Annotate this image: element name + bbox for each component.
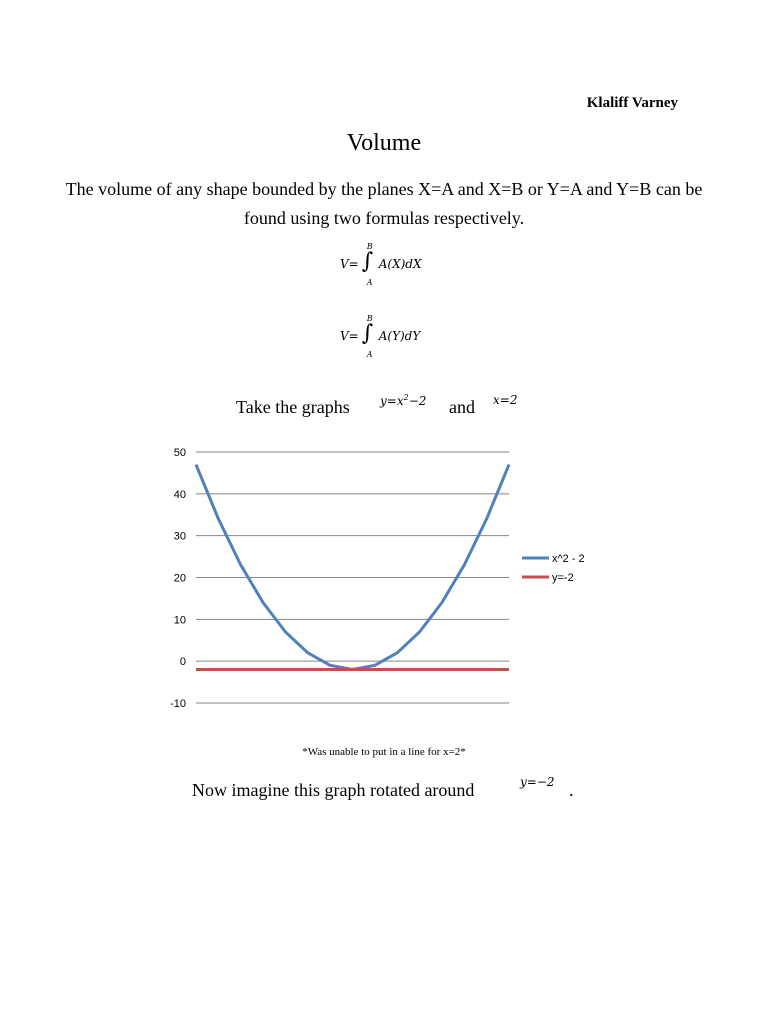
integral-symbol: ∫ B A [361, 314, 374, 359]
page-title: Volume [346, 130, 422, 156]
y-tick-label: 10 [173, 614, 186, 627]
y-tick-label: 0 [179, 656, 186, 669]
legend-label: x^2 - 2 [552, 553, 585, 565]
y-tick-label: 40 [173, 488, 186, 501]
integrand: A(X)dX [378, 257, 422, 271]
period: . [569, 780, 574, 800]
chart-series [196, 465, 509, 670]
formula-y [340, 314, 421, 359]
author-name: Klaliff Varney [586, 95, 678, 111]
integral-symbol: ∫ B A [361, 242, 374, 287]
y-tick-label: 20 [173, 572, 186, 585]
legend-label: y=-2 [552, 572, 574, 584]
formula-x [340, 242, 422, 287]
y-tick-label: 50 [173, 447, 186, 459]
equation-parabola: $y=x^2-2$ [380, 393, 427, 408]
formula-lhs: V= [340, 329, 359, 343]
chart-legend [522, 553, 585, 584]
upper-limit: B [366, 242, 373, 251]
integrand: A(Y)dY [378, 329, 421, 343]
intro-paragraph: The volume of any shape bounded by the planes X=A and X=B or Y=A and Y=B can be found using two formulas respectively. [65, 179, 703, 228]
and-text: and [449, 397, 475, 417]
note-text: *Was unable to put in a line for x=2* [302, 746, 466, 758]
series-line-0 [196, 465, 509, 670]
take-graphs-line [0, 393, 768, 423]
y-axis-ticks [170, 447, 186, 710]
rotate-line [0, 775, 768, 805]
chart-grid [196, 452, 509, 703]
equation-vertical-line: x=2 [493, 393, 518, 407]
line-chart [160, 440, 620, 715]
formula-lhs: V= [340, 257, 359, 271]
y-tick-label: 30 [173, 530, 186, 543]
upper-limit: B [366, 314, 373, 323]
lower-limit: A [366, 278, 373, 287]
equation-axis: y=−2 [520, 775, 555, 789]
rotate-text: Now imagine this graph rotated around [192, 780, 475, 800]
take-graphs-text: Take the graphs [236, 397, 350, 417]
y-tick-label: -10 [170, 698, 186, 710]
lower-limit: A [366, 350, 373, 359]
